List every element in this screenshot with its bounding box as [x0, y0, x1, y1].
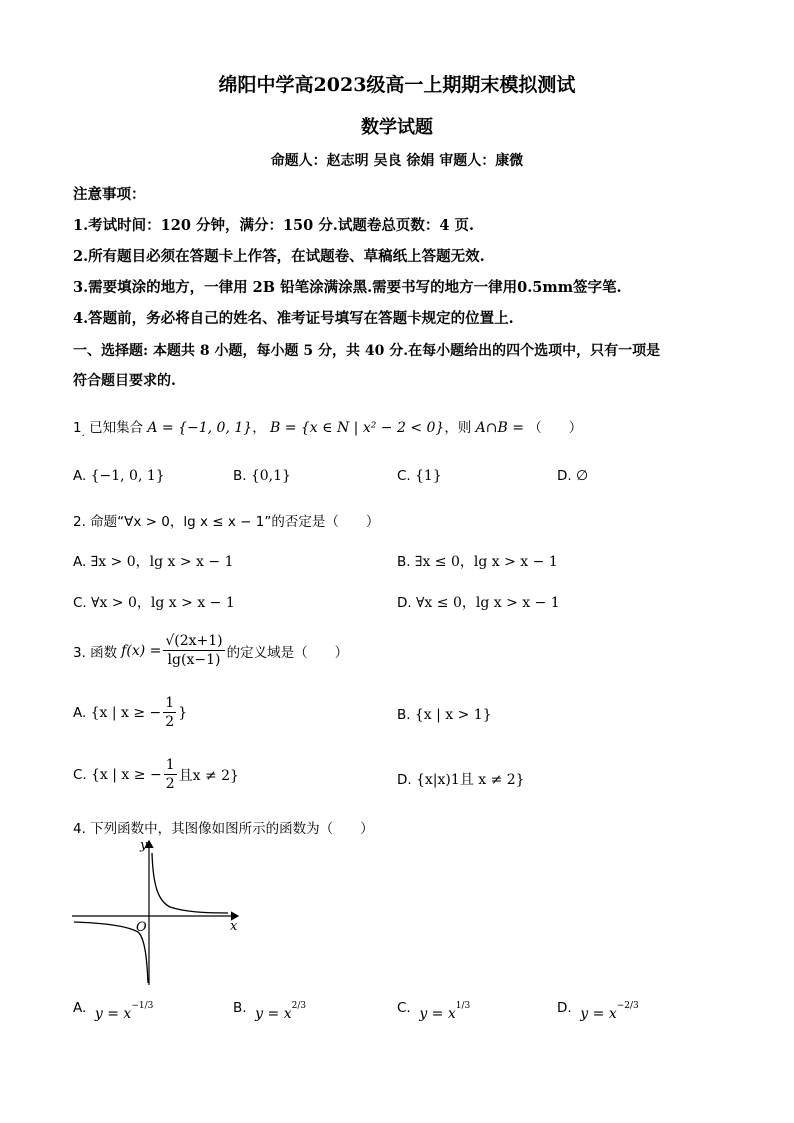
exponent: 1/3 — [455, 1001, 471, 1011]
option-label: C. — [73, 766, 87, 783]
option-text: {x | x > 1} — [414, 707, 492, 723]
question-2-stem: 2. 命题“∀x > 0，lg x ≤ x − 1”的否定是（ ） — [73, 514, 380, 530]
q2-option-c[interactable] — [73, 592, 235, 612]
option-text: y = x — [419, 1006, 456, 1022]
option-label: D. — [557, 468, 572, 484]
q1-option-c[interactable] — [397, 468, 442, 484]
y-axis-label: y — [140, 838, 148, 853]
option-text: {1} — [415, 468, 442, 484]
q3-option-b[interactable] — [397, 707, 492, 723]
question-number: 1 — [73, 420, 82, 436]
option-text: ∃x > 0，lg x > x − 1 — [90, 554, 234, 570]
q1-option-a[interactable] — [73, 468, 165, 484]
exam-authors: 命题人：赵志明 吴良 徐娟 审题人：康微 — [270, 153, 524, 169]
intersection-expr: A∩B = — [475, 420, 524, 436]
q1-option-b[interactable] — [233, 468, 291, 484]
q2-option-d[interactable] — [397, 592, 560, 612]
notice-item: 3.需要填涂的地方，一律用 2B 铅笔涂满涂黑.需要书写的地方一律用0.5mm签字笔. — [73, 279, 622, 296]
exam-title: 绵阳中学高2023级高一上期期末模拟测试 — [218, 74, 576, 96]
option-label: D. — [557, 1000, 572, 1016]
question-1-stem: $1_.$ 已知集合 A = {−1, 0, 1}， B = {x ∈ N | x² − 2 < 0}，则 A∩B = （ ） — [73, 420, 583, 439]
option-text: {x|x)1且 x ≠ 2} — [415, 772, 525, 788]
function-graph — [70, 835, 250, 995]
curve-right-branch — [152, 853, 228, 913]
function-expr: f(x) = — [121, 642, 162, 659]
set-a: A = {−1, 0, 1} — [147, 420, 253, 436]
option-text: ∀x > 0，lg x > x − 1 — [91, 595, 235, 611]
q1-option-d[interactable] — [557, 468, 588, 484]
option-text: {−1, 0, 1} — [90, 468, 165, 484]
exam-subtitle: 数学试题 — [361, 117, 433, 138]
fraction — [163, 694, 176, 731]
exponent: −2/3 — [616, 1001, 639, 1011]
option-label: B. — [397, 707, 411, 723]
notice-item: 2.所有题目必须在答题卡上作答，在试题卷、草稿纸上答题无效. — [73, 248, 485, 265]
q4-option-a[interactable] — [73, 1000, 154, 1022]
q2-option-b[interactable] — [397, 551, 558, 571]
section-heading-line2: 符合题目要求的. — [73, 373, 176, 389]
option-label: B. — [233, 1000, 247, 1016]
option-label: D. — [397, 772, 412, 788]
question-text: 已知集合 — [89, 420, 144, 436]
option-text: } — [178, 704, 188, 721]
question-3-stem — [73, 632, 348, 669]
notice-item: 4.答题前，务必将自己的姓名、准考证号填写在答题卡规定的位置上. — [73, 310, 514, 327]
exponent: 2/3 — [291, 1001, 307, 1011]
option-text: y = x — [580, 1006, 617, 1022]
fraction-numerator: √(2x+1) — [165, 633, 223, 649]
q3-option-a[interactable] — [73, 694, 187, 731]
answer-paren: （ ） — [528, 420, 583, 436]
fraction — [163, 632, 224, 669]
q3-option-d[interactable] — [397, 769, 525, 789]
fraction-denominator: 2 — [165, 776, 175, 792]
option-label: A. — [73, 554, 87, 570]
option-label: C. — [73, 595, 87, 611]
exponent: −1/3 — [131, 1001, 154, 1011]
question-text: 的定义域是（ ） — [226, 644, 349, 661]
fraction-numerator: 1 — [165, 757, 175, 773]
option-text: ∅ — [575, 468, 589, 484]
option-text: {0,1} — [250, 468, 291, 484]
option-label: A. — [73, 704, 87, 721]
option-label: A. — [73, 1000, 87, 1016]
q3-option-c[interactable] — [73, 756, 239, 793]
x-axis-label: x — [230, 919, 238, 934]
option-text: {x | x ≥ − — [90, 704, 162, 721]
option-text: y = x — [94, 1006, 132, 1022]
option-label: C. — [397, 1000, 411, 1016]
option-label: B. — [233, 468, 247, 484]
fraction-numerator: 1 — [165, 695, 175, 711]
option-label: B. — [397, 554, 411, 570]
option-text: 且x ≠ 2} — [178, 767, 239, 784]
option-label: A. — [73, 468, 87, 484]
section-heading-line1: 一、选择题: 本题共 8 小题，每小题 5 分，共 40 分.在每小题给出的四个选项中，只有一项是 — [73, 343, 661, 359]
set-b: B = {x ∈ N | x² − 2 < 0} — [269, 420, 445, 436]
question-4-stem: 4. 下列函数中，其图像如图所示的函数为（ ） — [73, 821, 374, 837]
option-text: ∃x ≤ 0，lg x > x − 1 — [414, 554, 558, 570]
question-text: 3. 函数 — [73, 644, 118, 661]
option-text: ∀x ≤ 0，lg x > x − 1 — [415, 595, 560, 611]
question-text: ，则 — [444, 420, 472, 436]
notice-heading: 注意事项： — [73, 186, 146, 203]
fraction — [164, 756, 177, 793]
option-label: C. — [397, 468, 411, 484]
q2-option-a[interactable] — [73, 551, 233, 571]
option-text: {x | x ≥ − — [91, 766, 162, 783]
fraction-denominator: 2 — [165, 714, 175, 730]
q4-option-c[interactable] — [397, 1000, 471, 1022]
fraction-denominator: lg(x−1) — [167, 652, 221, 668]
option-text: y = x — [255, 1006, 292, 1022]
q4-option-d[interactable] — [557, 1000, 639, 1022]
notice-item: 1.考试时间：120 分钟，满分：150 分.试题卷总页数：4 页. — [73, 217, 474, 234]
origin-label: O — [136, 920, 147, 935]
q4-option-b[interactable] — [233, 1000, 307, 1022]
option-label: D. — [397, 595, 412, 611]
